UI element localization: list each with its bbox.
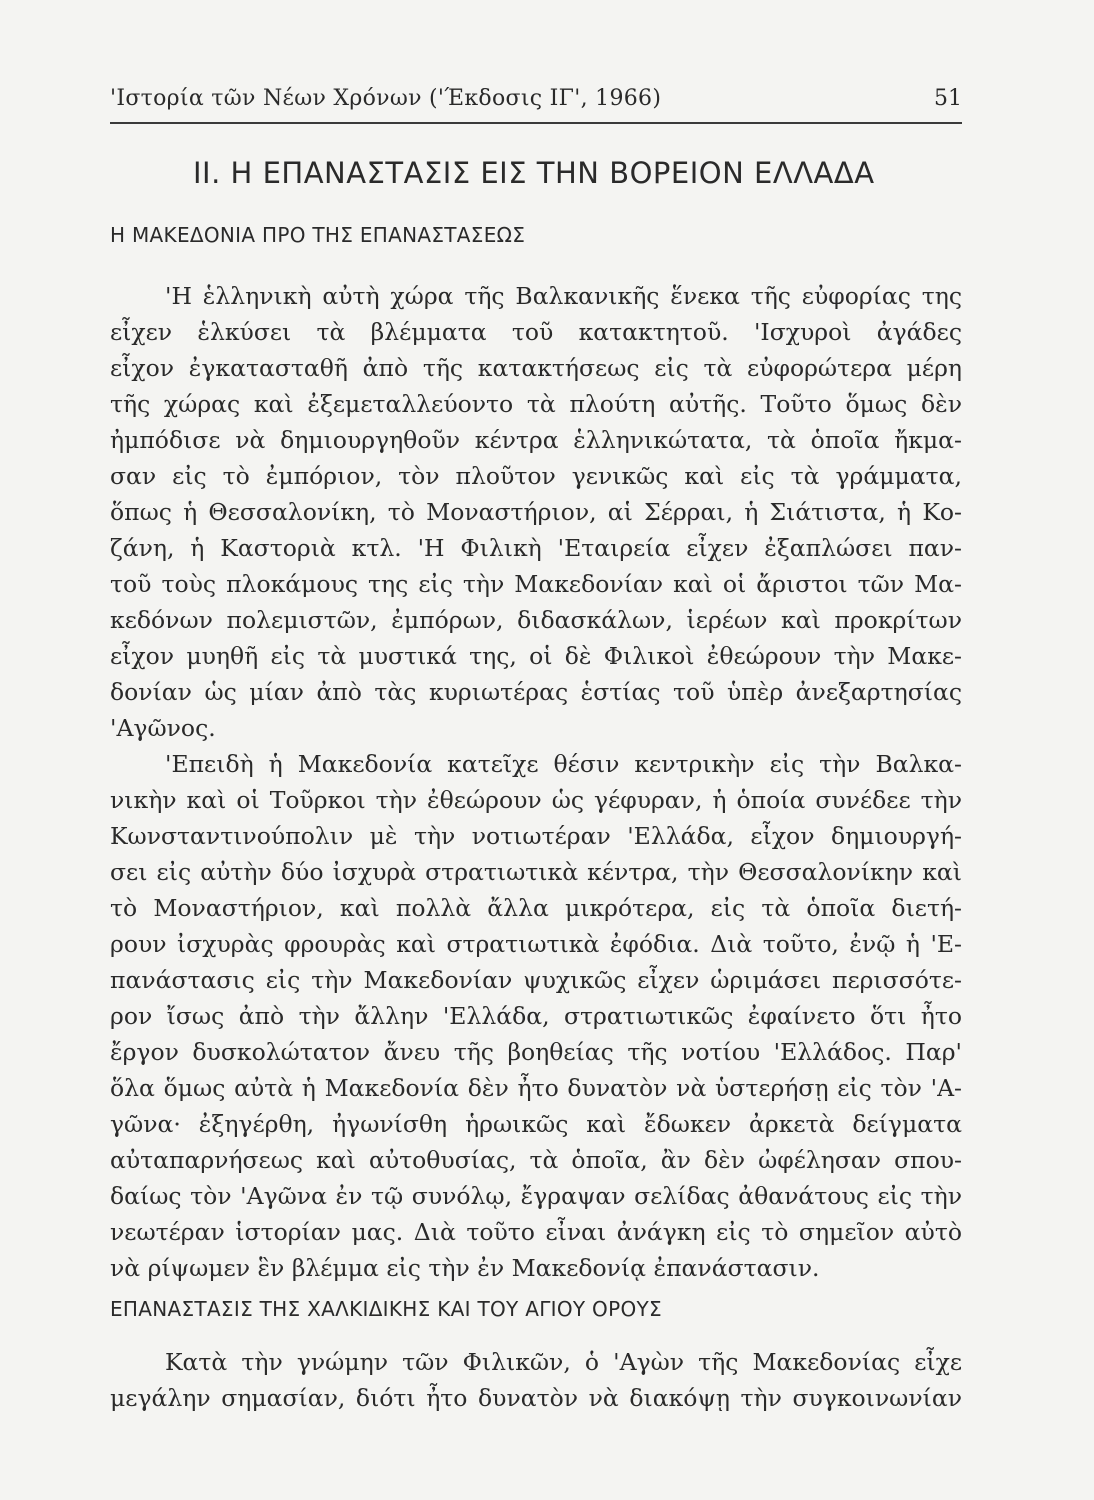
section-heading-chalkidiki: ΕΠΑΝΑΣΤΑΣΙΣ ΤΗΣ ΧΑΛΚΙΔΙΚΗΣ ΚΑΙ ΤΟΥ ΑΓΙΟΥ ΟΡΟΥΣ: [110, 1297, 662, 1321]
text-line: εἶχον ἐγκατασταθῆ ἀπὸ τῆς κατακτήσεως εἰς τὰ εὐφορώτερα μέρη: [110, 354, 962, 382]
text-line: 'Αγῶνος.: [110, 714, 216, 742]
text-line: πανάστασις εἰς τὴν Μακεδονίαν ψυχικῶς εἶχεν ὡριμάσει περισσότε-: [110, 966, 962, 994]
text-line: νεωτέραν ἱστορίαν μας. Διὰ τοῦτο εἶναι ἀνάγκη εἰς τὸ σημεῖον αὐτὸ: [110, 1218, 962, 1246]
text-line: δονίαν ὡς μίαν ἀπὸ τὰς κυριωτέρας ἑστίας τοῦ ὑπὲρ ἀνεξαρτησίας: [110, 678, 962, 706]
chapter-title: ΙΙ. Η ΕΠΑΝΑΣΤΑΣΙΣ ΕΙΣ ΤΗΝ ΒΟΡΕΙΟΝ ΕΛΛΑΔΑ: [193, 156, 875, 190]
text-line: εἶχεν ἑλκύσει τὰ βλέμματα τοῦ κατακτητοῦ. 'Ισχυροὶ ἀγάδες: [110, 318, 962, 346]
header-rule: [110, 122, 962, 124]
text-line: ἔργον δυσκολώτατον ἄνευ τῆς βοηθείας τῆς νοτίου 'Ελλάδος. Παρ': [110, 1038, 962, 1066]
text-line: δαίως τὸν 'Αγῶνα ἐν τῷ συνόλῳ, ἔγραψαν σελίδας ἀθανάτους εἰς τὴν: [110, 1182, 962, 1210]
text-line: ζάνη, ἡ Καστοριὰ κτλ. 'Η Φιλικὴ 'Εταιρεία εἶχεν ἐξαπλώσει παν-: [110, 534, 962, 562]
text-line: τὸ Μοναστήριον, καὶ πολλὰ ἄλλα μικρότερα, εἰς τὰ ὁποῖα διετή-: [110, 894, 962, 922]
text-line: σει εἰς αὐτὴν δύο ἰσχυρὰ στρατιωτικὰ κέντρα, τὴν Θεσσαλονίκην καὶ: [110, 858, 962, 886]
text-line: 'Επειδὴ ἡ Μακεδονία κατεῖχε θέσιν κεντρικὴν εἰς τὴν Βαλκα-: [165, 750, 962, 778]
text-line: τῆς χώρας καὶ ἐξεμεταλλεύοντο τὰ πλούτη αὐτῆς. Τοῦτο ὅμως δὲν: [110, 390, 962, 418]
text-line: αὐταπαρνήσεως καὶ αὐτοθυσίας, τὰ ὁποῖα, ἂν δὲν ὠφέλησαν σπου-: [110, 1146, 962, 1174]
text-line: 'Η ἑλληνικὴ αὐτὴ χώρα τῆς Βαλκανικῆς ἕνεκα τῆς εὐφορίας της: [165, 282, 962, 310]
text-line: Κατὰ τὴν γνώμην τῶν Φιλικῶν, ὁ 'Αγὼν τῆς Μακεδονίας εἶχε: [165, 1348, 962, 1376]
text-line: ρον ἴσως ἀπὸ τὴν ἄλλην 'Ελλάδα, στρατιωτικῶς ἐφαίνετο ὅτι ἦτο: [110, 1002, 962, 1030]
text-line: γῶνα· ἐξηγέρθη, ἠγωνίσθη ἡρωικῶς καὶ ἔδωκεν ἀρκετὰ δείγματα: [110, 1110, 962, 1138]
text-line: τοῦ τοὺς πλοκάμους της εἰς τὴν Μακεδονίαν καὶ οἱ ἄριστοι τῶν Μα-: [110, 570, 962, 598]
running-title: 'Ιστορία τῶν Νέων Χρόνων ('Έκδοσις ΙΓ', 1966): [110, 86, 662, 111]
text-line: κεδόνων πολεμιστῶν, ἐμπόρων, διδασκάλων, ἱερέων καὶ προκρίτων: [110, 606, 962, 634]
text-line: ὅπως ἡ Θεσσαλονίκη, τὸ Μοναστήριον, αἱ Σέρραι, ἡ Σιάτιστα, ἡ Κο-: [110, 498, 962, 526]
text-line: ὅλα ὅμως αὐτὰ ἡ Μακεδονία δὲν ἦτο δυνατὸν νὰ ὑστερήσῃ εἰς τὸν 'Α-: [110, 1074, 962, 1102]
section-heading-macedonia: Η ΜΑΚΕΔΟΝΙΑ ΠΡΟ ΤΗΣ ΕΠΑΝΑΣΤΑΣΕΩΣ: [110, 223, 526, 247]
text-line: εἶχον μυηθῆ εἰς τὰ μυστικά της, οἱ δὲ Φιλικοὶ ἐθεώρουν τὴν Μακε-: [110, 642, 962, 670]
page-number: 51: [934, 86, 962, 111]
text-line: νικὴν καὶ οἱ Τοῦρκοι τὴν ἐθεώρουν ὡς γέφυραν, ἡ ὁποία συνέδεε τὴν: [110, 786, 962, 814]
running-head: [110, 86, 962, 116]
text-line: νὰ ρίψωμεν ἓν βλέμμα εἰς τὴν ἐν Μακεδονίᾳ ἐπανάστασιν.: [110, 1254, 820, 1282]
text-line: ρουν ἰσχυρὰς φρουρὰς καὶ στρατιωτικὰ ἐφόδια. Διὰ τοῦτο, ἐνῷ ἡ 'Ε-: [110, 930, 962, 958]
text-line: ἠμπόδισε νὰ δημιουργηθοῦν κέντρα ἑλληνικώτατα, τὰ ὁποῖα ἤκμα-: [110, 426, 962, 454]
text-line: μεγάλην σημασίαν, διότι ἦτο δυνατὸν νὰ διακόψῃ τὴν συγκοινωνίαν: [110, 1384, 962, 1412]
text-line: σαν εἰς τὸ ἐμπόριον, τὸν πλοῦτον γενικῶς καὶ εἰς τὰ γράμματα,: [110, 462, 962, 490]
text-line: Κωνσταντινούπολιν μὲ τὴν νοτιωτέραν 'Ελλάδα, εἶχον δημιουργή-: [110, 822, 962, 850]
